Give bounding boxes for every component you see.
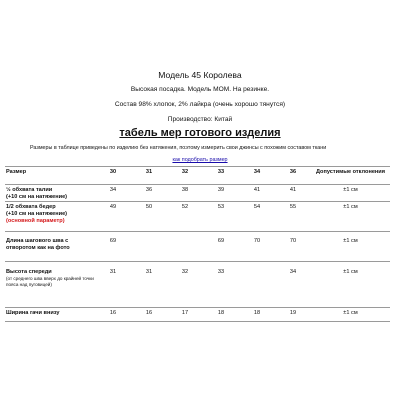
table-cell: 53 bbox=[203, 201, 239, 231]
table-cell: 33 bbox=[203, 261, 239, 307]
table-cell: 52 bbox=[167, 201, 203, 231]
main-parameter-label: (основной параметр) bbox=[6, 217, 65, 224]
row-label: ½ обхвата талии bbox=[6, 187, 53, 193]
table-cell: 36 bbox=[131, 185, 167, 202]
description-composition: Состав 98% хлопок, 2% лайкра (очень хорошо тянутся) bbox=[114, 101, 286, 108]
table-cell: 39 bbox=[203, 185, 239, 202]
table-cell: 69 bbox=[95, 231, 131, 261]
product-title: Модель 45 Королева bbox=[158, 70, 242, 80]
table-row-inseam bbox=[5, 231, 390, 261]
table-cell bbox=[239, 261, 275, 307]
table-row-hips bbox=[5, 201, 390, 231]
table-cell: 18 bbox=[203, 307, 239, 321]
size-table-title: табель мер готового изделия bbox=[119, 127, 281, 139]
table-cell bbox=[131, 231, 167, 261]
table-cell: 50 bbox=[131, 201, 167, 231]
tolerance-cell: ±1 см bbox=[311, 307, 390, 321]
row-label: Высота спереди bbox=[6, 268, 52, 275]
measurement-note: Размеры в таблице приведены по изделию без натяжения, поэтому измерить свои джинсы с похожим составом ткани bbox=[30, 145, 327, 151]
table-cell: 18 bbox=[239, 307, 275, 321]
table-cell: 32 bbox=[167, 261, 203, 307]
row-label: 1/2 обхвата бедер bbox=[6, 203, 56, 210]
row-sublabel: (+10 см на натяжение) bbox=[6, 193, 68, 200]
header-size-36: 36 bbox=[275, 167, 311, 185]
table-cell: 34 bbox=[95, 185, 131, 202]
table-cell: 38 bbox=[167, 185, 203, 202]
size-guide-link[interactable]: как подобрать размер bbox=[172, 157, 228, 163]
table-cell: 34 bbox=[275, 261, 311, 307]
row-sublabel: (+10 см на натяжение) bbox=[6, 210, 68, 217]
table-cell: 16 bbox=[95, 307, 131, 321]
row-sublabel: (от среднего шва вверх до крайней точки пояса над пуговицей) bbox=[6, 275, 94, 287]
description-fit: Высокая посадка. Модель MOM. На резинке. bbox=[130, 86, 270, 93]
header-size-30: 30 bbox=[95, 167, 131, 185]
table-cell: 70 bbox=[239, 231, 275, 261]
table-cell: 31 bbox=[95, 261, 131, 307]
table-cell: 41 bbox=[275, 185, 311, 202]
tolerance-cell: ±1 см bbox=[311, 231, 390, 261]
table-cell: 19 bbox=[275, 307, 311, 321]
size-header-row bbox=[5, 167, 390, 185]
table-cell: 49 bbox=[95, 201, 131, 231]
table-cell: 31 bbox=[131, 261, 167, 307]
table-cell bbox=[167, 231, 203, 261]
tolerance-cell: ±1 см bbox=[311, 201, 390, 231]
table-cell: 41 bbox=[239, 185, 275, 202]
description-origin: Производство: Китай bbox=[167, 116, 233, 123]
row-label: Ширина гачи внизу bbox=[5, 307, 95, 321]
table-cell: 54 bbox=[239, 201, 275, 231]
table-cell: 69 bbox=[203, 231, 239, 261]
table-row-waist bbox=[5, 185, 390, 202]
header-size-33: 33 bbox=[203, 167, 239, 185]
tolerance-cell: ±1 см bbox=[311, 185, 390, 202]
header-size-32: 32 bbox=[167, 167, 203, 185]
table-row-front-rise bbox=[5, 261, 390, 307]
header-size-31: 31 bbox=[131, 167, 167, 185]
size-table bbox=[5, 166, 390, 322]
header-size-34: 34 bbox=[239, 167, 275, 185]
table-cell: 55 bbox=[275, 201, 311, 231]
tolerance-cell: ±1 см bbox=[311, 261, 390, 307]
table-cell: 16 bbox=[131, 307, 167, 321]
table-row-leg-opening bbox=[5, 307, 390, 321]
row-label: Длина шагового шва с отворотом как на фото bbox=[5, 231, 95, 261]
header-tolerance: Допустимые отклонения bbox=[311, 167, 390, 185]
header-size-label: Размер bbox=[5, 167, 95, 185]
table-cell: 17 bbox=[167, 307, 203, 321]
table-cell: 70 bbox=[275, 231, 311, 261]
